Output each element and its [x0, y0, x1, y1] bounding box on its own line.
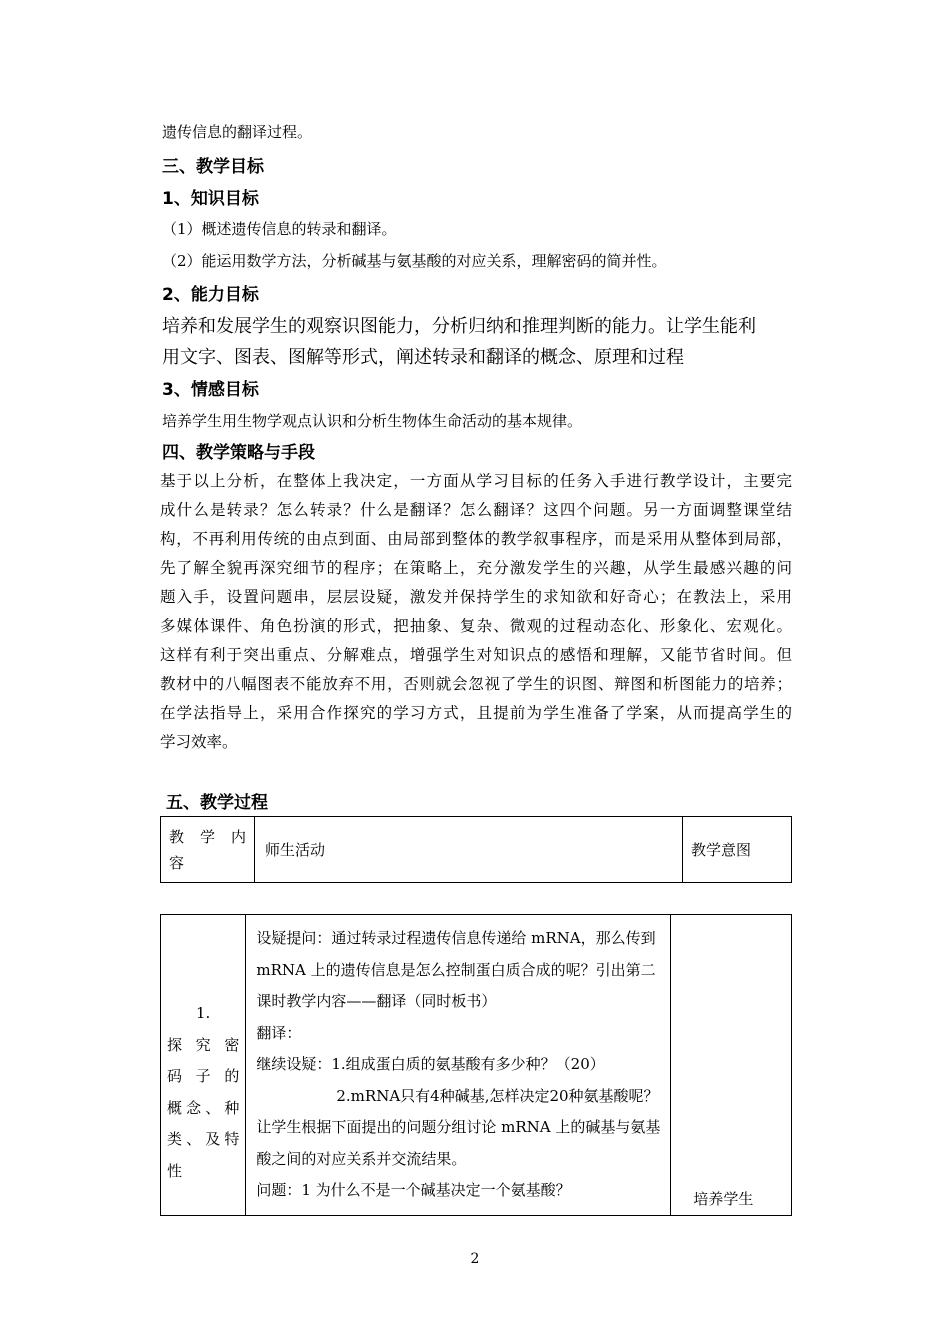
strategy-line: 题入手，设置问题串，层层设疑，激发并保持学生的求知欲和好奇心；在教法上，采用: [160, 588, 792, 606]
activity-line: 2.mRNA只有4种碱基,怎样决定20种氨基酸呢？: [336, 1086, 659, 1105]
activity-line: 问题：1 为什么不是一个碱基决定一个氨基酸？: [256, 1181, 571, 1199]
ability-text-line-2: 用文字、图表、图解等形式，阐述转录和翻译的概念、原理和过程: [162, 347, 684, 368]
intent-cell: [671, 915, 792, 1216]
intent-text: 培养学生: [693, 1189, 754, 1208]
activity-cell: [246, 915, 671, 1216]
activity-line: 翻译：: [256, 1023, 302, 1042]
process-body-table: [160, 914, 792, 1216]
strategy-line: 这样有利于突出重点、分解难点，增强学生对知识点的感悟和理解，又能节省时间。但: [160, 646, 792, 664]
strategy-paragraph: [160, 467, 792, 757]
subheading-knowledge: 1、知识目标: [162, 189, 259, 209]
strategy-line: 多媒体课件、角色扮演的形式，把抽象、复杂、微观的过程动态化、形象化、宏观化。: [160, 617, 792, 635]
header-content-cell: [161, 817, 255, 883]
page-number: 2: [470, 1251, 480, 1267]
header-content-label: 教 学 内: [169, 827, 246, 846]
knowledge-item-2: （2）能运用数学方法，分析碱基与氨基酸的对应关系，理解密码的简并性。: [162, 252, 667, 270]
activity-line: 继续设疑：1.组成蛋白质的氨基酸有多少种？（20）: [256, 1055, 605, 1073]
topic-line: 类、及特: [167, 1130, 240, 1149]
activity-line: 酸之间的对应关系并交流结果。: [256, 1149, 467, 1168]
activity-line: 设疑提问：通过转录过程遗传信息传递给 mRNA，那么传到: [256, 929, 656, 947]
strategy-line: 成什么是转录？怎么转录？什么是翻译？怎么翻译？这四个问题。另一方面调整课堂结: [160, 501, 792, 519]
topic-line: 探 究 密: [167, 1035, 240, 1054]
strategy-line: 教材中的八幅图表不能放弃不用，否则就会忽视了学生的识图、辩图和析图能力的培养；: [160, 675, 792, 693]
activity-line: 让学生根据下面提出的问题分组讨论 mRNA 上的碱基与氨基: [256, 1118, 661, 1136]
topic-line: 概念、种: [167, 1098, 240, 1117]
strategy-line: 学习效率。: [160, 733, 238, 751]
process-header-table: [160, 816, 792, 883]
ability-text-line-1: 培养和发展学生的观察识图能力，分析归纳和推理判断的能力。让学生能利: [162, 316, 756, 337]
header-activity-cell: 师生活动: [255, 817, 683, 883]
subheading-emotion: 3、情感目标: [162, 380, 259, 400]
strategy-line: 基于以上分析，在整体上我决定，一方面从学习目标的任务入手进行教学设计，主要完: [160, 472, 792, 490]
topic-line: 1.: [196, 1004, 211, 1023]
topic-line: 性: [167, 1161, 183, 1180]
header-intent-cell: 教学意图: [683, 817, 792, 883]
intro-tail-text: 遗传信息的翻译过程。: [162, 123, 313, 141]
activity-line: 课时教学内容——翻译（同时板书）: [256, 992, 497, 1010]
strategy-line: 在学法指导上，采用合作探究的学习方式，且提前为学生准备了学案，从而提高学生的: [160, 704, 792, 722]
strategy-line: 先了解全貌再深究细节的程序；在策略上，充分激发学生的兴趣，从学生最感兴趣的问: [160, 559, 792, 577]
subheading-ability: 2、能力目标: [162, 285, 259, 305]
header-content-label: 容: [169, 853, 185, 872]
strategy-line: 构，不再利用传统的由点到面、由局部到整体的教学叙事程序，而是采用从整体到局部，: [160, 530, 792, 548]
activity-line: mRNA 上的遗传信息是怎么控制蛋白质合成的呢？引出第二: [256, 960, 656, 979]
emotion-text: 培养学生用生物学观点认识和分析生物体生命活动的基本规律。: [162, 412, 583, 430]
section-heading-process: 五、教学过程: [166, 793, 268, 813]
section-heading-strategy: 四、教学策略与手段: [162, 443, 315, 463]
section-heading-objectives: 三、教学目标: [162, 157, 264, 177]
content-topic-cell: [161, 915, 246, 1216]
knowledge-item-1: （1）概述遗传信息的转录和翻译。: [162, 220, 397, 238]
topic-line: 码 子 的: [167, 1067, 240, 1086]
